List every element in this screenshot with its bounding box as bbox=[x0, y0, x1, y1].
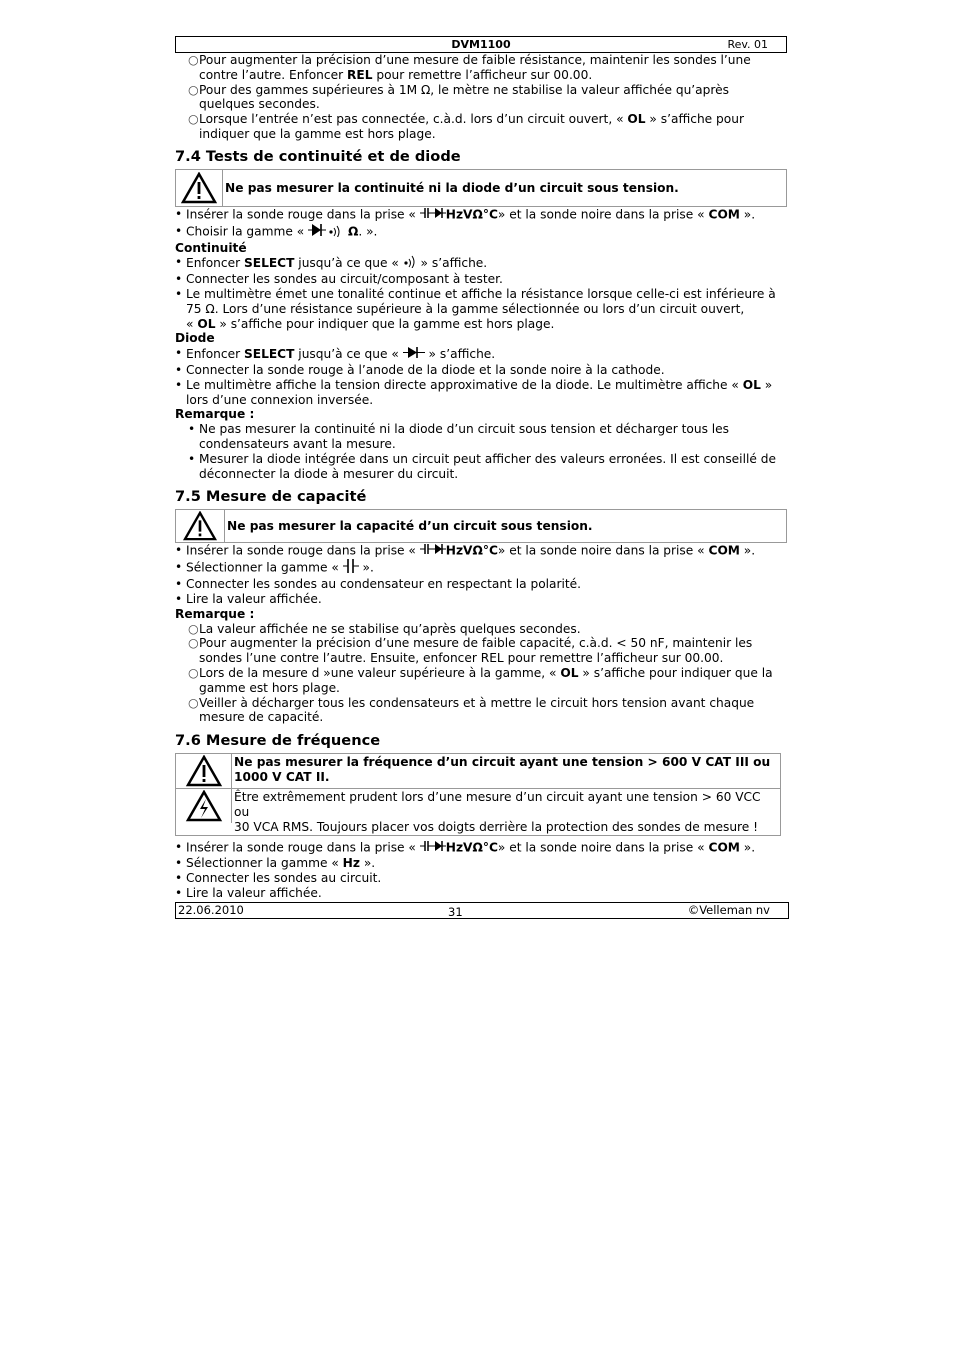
section-title-7-4: 7.4 Tests de continuité et de diode bbox=[175, 147, 461, 165]
revision: Rev. 01 bbox=[727, 38, 768, 51]
capacitor-diode-symbol-icon bbox=[420, 840, 446, 856]
page-footer bbox=[175, 902, 789, 919]
warning-triangle-icon bbox=[176, 170, 223, 206]
remark-heading: Remarque : bbox=[175, 606, 255, 621]
warning-table-frequency: Ne pas mesurer la fréquence d’un circuit ayant une tension > 600 V CAT III ou 1000 V CAT II. Être extrêmement prudent lors d’une mesure d’un circuit ayant une tension > 60 VCC ou 30 VCA RMS. Toujours placer vos doigts derrière la protection des sondes de mesure ! bbox=[175, 753, 781, 836]
warning-box-capacitance bbox=[175, 509, 787, 543]
capacitor-diode-symbol-icon bbox=[420, 543, 446, 559]
warning-triangle-icon bbox=[176, 754, 232, 788]
continuity-heading: Continuité bbox=[175, 240, 247, 255]
warning-triangle-icon bbox=[176, 510, 225, 542]
capacitor-diode-symbol-icon bbox=[420, 207, 446, 223]
warning-text: Ne pas mesurer la capacité d’un circuit sous tension. bbox=[227, 519, 593, 534]
footer-copyright: ©Velleman nv bbox=[687, 903, 770, 917]
intro-item-3: Lorsque l’entrée n’est pas connectée, c.à.d. lors d’un circuit ouvert, « OL » s’affiche pour bbox=[199, 112, 744, 127]
document-page bbox=[175, 36, 787, 919]
section-title-7-6: 7.6 Mesure de fréquence bbox=[175, 732, 381, 750]
page-header bbox=[175, 36, 787, 53]
remark-heading: Remarque : bbox=[175, 407, 255, 422]
diode-icon bbox=[403, 346, 425, 363]
frequency-instructions: • Insérer la sonde rouge dans la prise « HzVΩ°C» et la sonde noire dans la prise « COM ». • Sélectionner la gamme « Hz ». • Connecter les sondes au circuit. • Lire la valeur affichée. bbox=[175, 840, 756, 900]
continuity-instructions: • Insérer la sonde rouge dans la prise « HzVΩ°C» et la sonde noire dans la prise « COM ». • Choisir la gamme « Ω. ». Continuité • Enfoncer SELECT jusqu’à ce que « » s’affiche. • Connecter les sondes au circuit/composant à tester. • Le multimètre émet une tonalité continue et affiche la résistance lorsque celle-ci est inférieure à 75 Ω. Lors d’une résistance supérieure à la gamme sélectionnée ou lors d’un circuit ouvert, « OL » s’affiche pour indiquer que la gamme est hors plage. Diode • Enfoncer SELECT jusqu’à ce que « » s’affiche. • Connecter la sonde rouge à l’anode de la diode et la sonde noire à la cathode. • Le multimètre affiche la tension directe approximative de la diode. Le multimètre affiche « OL » lors d’une connexion inversée. Remarque : • Ne pas mesurer la continuité ni la diode d’un circuit sous tension et décharger tous les condensateurs avant la mesure. • Mesurer la diode intégrée dans un circuit peut afficher des valeurs erronées. Il est conseillé de déconnecter la diode à mesurer du circuit. bbox=[175, 207, 787, 482]
capacitance-instructions: • Insérer la sonde rouge dans la prise « HzVΩ°C» et la sonde noire dans la prise « COM ». • Sélectionner la gamme « ». • Connecter les sondes au condensateur en respectant la polarité. • Lire la valeur affichée. Remarque : ○ La valeur affichée ne se stabilise qu’après quelques secondes. ○ Pour augmenter la précision d’une mesure de faible capacité, c.à.d. < 50 nF, maintenir les sondes l’une contre l’autre. Ensuite, enfoncer REL pour remettre l’afficheur sur 00.00. ○ Lors de la mesure d »une valeur supérieure à la gamme, « OL » s’affiche pour indiquer que la gamme est hors plage. ○ Veiller à décharger tous les condensateurs et à mettre le circuit hors tension avant chaque mesure de capacité. bbox=[175, 543, 787, 725]
section-title-7-5: 7.5 Mesure de capacité bbox=[175, 488, 367, 506]
capacitor-icon bbox=[343, 559, 359, 577]
warning-box-continuity bbox=[175, 169, 787, 207]
footer-date: 22.06.2010 bbox=[178, 903, 244, 917]
page-number: 31 bbox=[448, 905, 463, 919]
intro-list: ○ Pour augmenter la précision d’une mesure de faible résistance, maintenir les sondes l’une contre l’autre. Enfoncer REL pour remettre l’afficheur sur 00.00. ○ Pour des gammes supérieures à 1M Ω, le mètre ne stabilise la valeur affichée qu’après quelques secondes. ○ Lorsque l’entrée n’est pas connectée, c.à.d. lors d’un circuit ouvert, « OL » s’affiche pour indiquer que la gamme est hors plage. bbox=[188, 53, 751, 141]
intro-item-1: Pour augmenter la précision d’une mesure de faible résistance, maintenir les sondes l’une bbox=[199, 53, 751, 67]
high-voltage-icon bbox=[176, 789, 232, 823]
intro-item-2: Pour des gammes supérieures à 1M Ω, le mètre ne stabilise la valeur affichée qu’après bbox=[199, 82, 729, 97]
model-name: DVM1100 bbox=[451, 38, 511, 51]
diode-heading: Diode bbox=[175, 331, 215, 346]
buzzer-icon bbox=[403, 255, 417, 272]
diode-buzzer-symbol-icon bbox=[308, 223, 344, 241]
warning-text: Ne pas mesurer la continuité ni la diode d’un circuit sous tension. bbox=[225, 180, 679, 195]
